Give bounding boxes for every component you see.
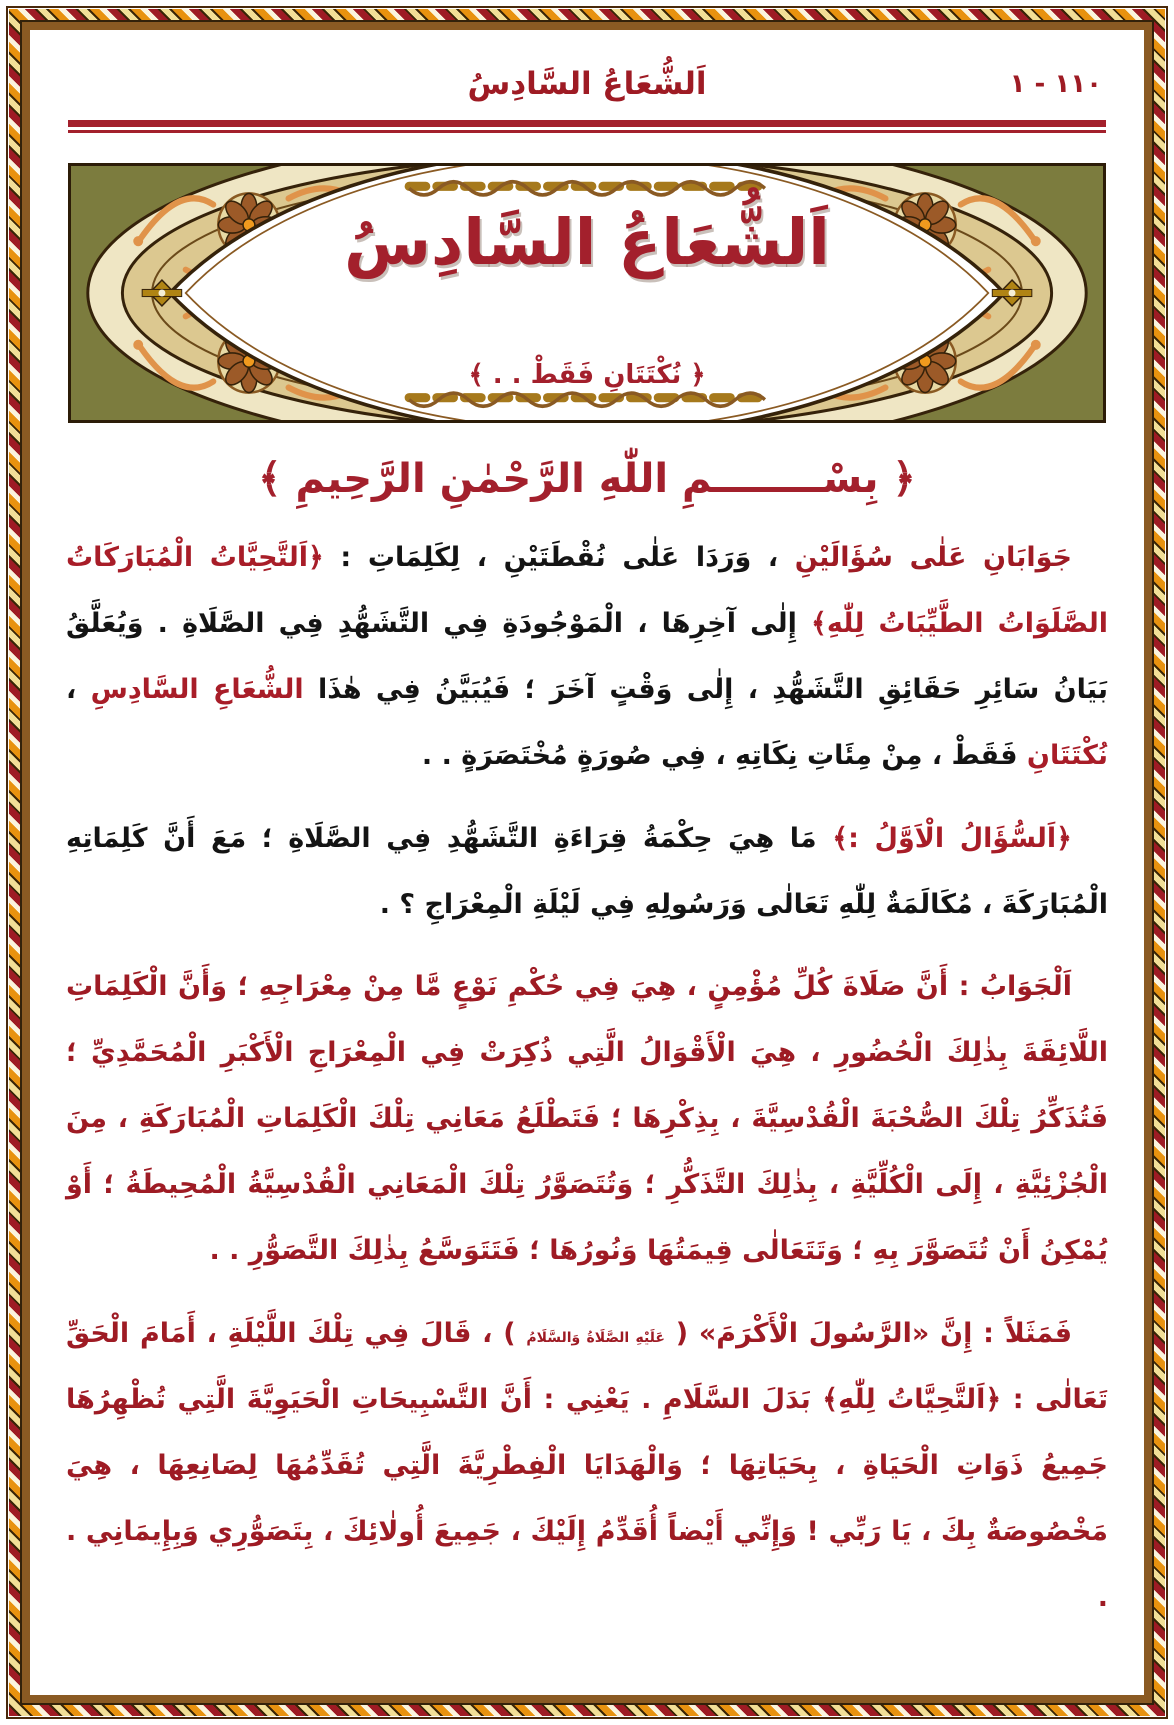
tahiyyat-lillah-quote: ﴿اَلتَّحِيَّاتُ لِلّٰهِ﴾ bbox=[822, 1383, 1002, 1415]
two-points-highlight: نُكْتَتَانِ bbox=[1026, 740, 1108, 772]
chapter-subtitle: ﴿ نُكْتَتَانِ فَقَطْ . . ﴾ bbox=[468, 360, 706, 390]
intro-paragraph bbox=[66, 525, 1108, 790]
example-text-3: بَدَلَ السَّلَامِ . يَعْنِي : أَنَّ التَّسْبِيحَاتِ الْحَيَوِيَّةَ الَّتِي تُظْهِرُهَا جَمِيعُ ذَوَاتِ الْحَيَاةِ ، بِحَيَاتِهَا ؛ وَالْهَدَايَا الْفِطْرِيَّةَ الَّتِي تُقَدِّمُهَا لِصَانِعِهَا ، هِيَ مَخْصُوصَةٌ بِكَ ، يَا رَبِّي ! وَإِنِّي أَيْضاً أُقَدِّمُ إِلَيْكَ ، جَمِيعَ أُولٰائِكَ ، بِتَصَوُّرِي وَبِإِيمَانِي . . bbox=[66, 1383, 1108, 1614]
page-number: ١١٠ - ١ bbox=[1009, 69, 1102, 99]
example-text-2: ) ، قَالَ فِي تِلْكَ اللَّيْلَةِ ، أَمَامَ الْحَقِّ تَعَالٰى : bbox=[66, 1317, 1108, 1415]
chapter-banner bbox=[68, 163, 1106, 423]
intro-lead: جَوَابَانِ عَلٰى سُؤَالَيْنِ bbox=[794, 542, 1072, 573]
intro-text-2: إِلٰى آخِرِهَا ، الْمَوْجُودَةِ فِي التَّشَهُّدِ فِي الصَّلَاةِ . وَيُعَلَّقُ بَيَانُ سَائِرِ حَقَائِقِ التَّشَهُّدِ ، إِلٰى وَقْتٍ آخَرَ ؛ فَيُبَيَّنُ فِي هٰذَا bbox=[66, 608, 1108, 706]
tahiyyat-quote: ﴿اَلتَّحِيَّاتُ الْمُبَارَكَاتُ الصَّلَوَاتُ الطَّيِّبَاتُ لِلّٰهِ﴾ bbox=[66, 542, 1109, 640]
header-rule-thin-line bbox=[68, 130, 1106, 133]
sixth-ray-highlight: الشُّعَاعِ السَّادِسِ bbox=[90, 674, 304, 706]
salawat-stamp: عَلَيْهِ الصَّلَاةُ وَالسَّلَامُ bbox=[526, 1329, 665, 1346]
intro-text-4: فَقَطْ ، مِنْ مِئَاتِ نِكَاتِهِ ، فِي صُورَةٍ مُخْتَصَرَةٍ . . bbox=[421, 740, 1027, 772]
basmala-calligraphy: ﴿ بِسْــــــــمِ اللّٰهِ الرَّحْمٰنِ الرَّحِيمِ ﴾ bbox=[258, 456, 916, 502]
first-question-header: ﴿اَلسُّؤَالُ الْاَوَّلُ :﴾ bbox=[832, 822, 1073, 854]
body-text bbox=[66, 525, 1108, 1631]
running-title: اَلشُّعَاعُ السَّادِسُ bbox=[467, 66, 707, 102]
intro-text-3: ، bbox=[66, 674, 91, 706]
header-rule bbox=[68, 120, 1106, 133]
chapter-title: اَلشُّعَاعُ السَّادِسُ bbox=[344, 206, 830, 279]
answer-body: أَنَّ صَلَاةَ كُلِّ مُؤْمِنٍ ، هِيَ فِي حُكْمِ نَوْعٍ مَّا مِنْ مِعْرَاجِهِ ؛ وَأَنَّ الْكَلِمَاتِ اللَّائِقَةَ بِذٰلِكَ الْحُضُورِ ، هِيَ الْأَقْوَالُ الَّتِي ذُكِرَتْ فِي الْمِعْرَاجِ الْأَكْبَرِ الْمُحَمَّدِيِّ ؛ فَتُذَكِّرُ تِلْكَ الصُّحْبَةَ الْقُدْسِيَّةَ ، بِذِكْرِهَا ؛ فَتَطْلَعُ مَعَانِي تِلْكَ الْكَلِمَاتِ الْمُبَارَكَةِ ، مِنَ الْجُزْئِيَّةِ ، إِلَى الْكُلِّيَّةِ ، بِذٰلِكَ التَّذَكُّرِ ؛ وَتُتَصَوَّرُ تِلْكَ الْمَعَانِي الْقُدْسِيَّةُ الْمُحِيطَةُ ؛ أَوْ يُمْكِنُ أَنْ تُتَصَوَّرَ بِهِ ؛ وَتَتَعَالٰى قِيمَتُهَا وَنُورُهَا ؛ فَتَتَوَسَّعُ بِذٰلِكَ التَّصَوُّرِ . . bbox=[66, 970, 1108, 1267]
intro-text-1: ، وَرَدَا عَلٰى نُقْطَتَيْنِ ، لِكَلِمَاتِ : bbox=[323, 542, 795, 573]
example-text-1: فَمَثَلاً : إِنَّ «الرَّسُولَ الْأَكْرَمَ» ( bbox=[664, 1317, 1073, 1349]
answer-paragraph bbox=[66, 954, 1108, 1285]
first-question-paragraph bbox=[66, 806, 1108, 938]
header-rule-thick-line bbox=[68, 120, 1106, 127]
page-content bbox=[38, 38, 1136, 1687]
example-paragraph bbox=[66, 1301, 1108, 1632]
first-question-body: مَا هِيَ حِكْمَةُ قِرَاءَةِ التَّشَهُّدِ فِي الصَّلَاةِ ؛ مَعَ أَنَّ كَلِمَاتِهِ الْمُبَارَكَةَ ، مُكَالَمَةٌ لِلّٰهِ تَعَالٰى وَرَسُولِهِ فِي لَيْلَةِ الْمِعْرَاجِ ؟ . bbox=[66, 822, 1108, 920]
answer-lead: اَلْجَوَابُ : bbox=[958, 970, 1072, 1002]
page-header bbox=[66, 58, 1108, 110]
